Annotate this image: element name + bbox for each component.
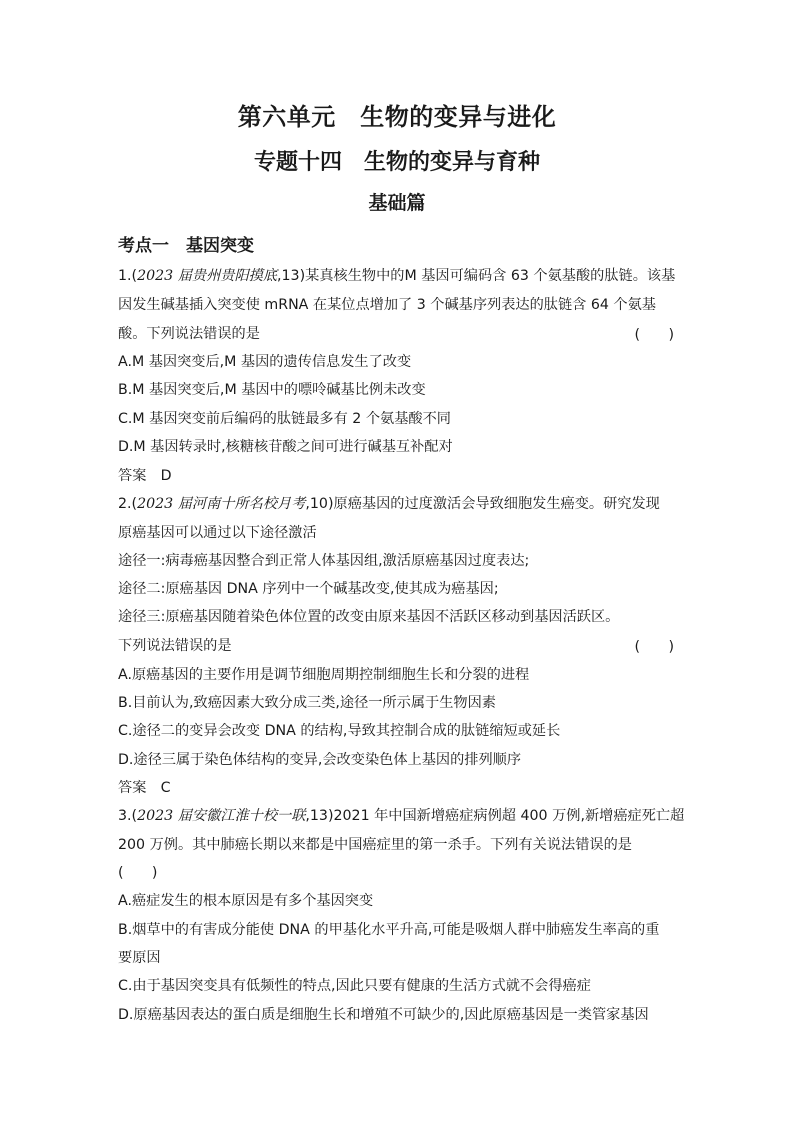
q3-stem-start: 2021 年中国新增癌症病例超 400 万例,新增癌症死亡超 <box>333 808 685 824</box>
q2-option-a: A.原癌基因的主要作用是调节细胞周期控制细胞生长和分裂的进程 <box>118 667 530 683</box>
q3-option-b-line2: 要原因 <box>118 950 161 966</box>
q3-line1 <box>118 806 685 826</box>
q2-stem: 下列说法错误的是 <box>118 638 232 654</box>
q2-source: 2023 届河南十所名校月考 <box>137 496 306 512</box>
q1-answer: 答案 D <box>118 468 172 484</box>
q2-option-b: B.目前认为,致癌因素大致分成三类,途径一所示属于生物因素 <box>118 695 496 711</box>
q2-path1: 途径一:病毒癌基因整合到正常人体基因组,激活原癌基因过度表达; <box>118 553 530 569</box>
level-title: 基础篇 <box>368 192 426 214</box>
q3-option-c: C.由于基因突变具有低频性的特点,因此只要有健康的生活方式就不会得癌症 <box>118 978 591 994</box>
q1-number-tail: ,13) <box>277 268 306 284</box>
q3-option-a: A.癌症发生的根本原因是有多个基因突变 <box>118 893 374 909</box>
q3-line3: ( ) <box>118 865 158 881</box>
q1-line3: 酸。下列说法错误的是 <box>118 326 260 342</box>
q2-option-c: C.途径二的变异会改变 DNA 的结构,导致其控制合成的肽链缩短或延长 <box>118 723 561 739</box>
q3-number-tail: ,13) <box>305 808 334 824</box>
q3-option-b-line1: B.烟草中的有害成分能使 DNA 的甲基化水平升高,可能是吸烟人群中肺癌发生率高的重 <box>118 922 660 938</box>
q2-path2: 途径二:原癌基因 DNA 序列中一个碱基改变,使其成为癌基因; <box>118 581 499 597</box>
q1-line2: 因发生碱基插入突变使 mRNA 在某位点增加了 3 个碱基序列表达的肽链含 64 个氨基 <box>118 297 656 313</box>
q2-line2: 原癌基因可以通过以下途径激活 <box>118 525 317 541</box>
q3-number: 3.( <box>118 808 138 824</box>
q2-option-d: D.途径三属于染色体结构的变异,会改变染色体上基因的排列顺序 <box>118 752 522 768</box>
q3-source: 2023 届安徽江淮十校一联 <box>137 808 306 824</box>
topic-title: 专题十四 生物的变异与育种 <box>253 150 540 175</box>
q2-number: 2.( <box>118 496 138 512</box>
q2-answer-paren: ( ) <box>634 639 674 655</box>
q1-number: 1.( <box>118 268 138 284</box>
q2-number-tail: ,10) <box>305 496 334 512</box>
unit-title: 第六单元 生物的变异与进化 <box>237 103 557 131</box>
q1-option-a: A.M 基因突变后,M 基因的遗传信息发生了改变 <box>118 354 412 370</box>
q2-answer: 答案 C <box>118 780 171 796</box>
section-title: 考点一 基因突变 <box>118 236 254 256</box>
q1-line1 <box>118 266 678 286</box>
q2-line1 <box>118 494 678 514</box>
q2-path3: 途径三:原癌基因随着染色体位置的改变由原来基因不活跃区移动到基因活跃区。 <box>118 609 620 625</box>
q3-line2: 200 万例。其中肺癌长期以来都是中国癌症里的第一杀手。下列有关说法错误的是 <box>118 837 632 853</box>
q3-option-d: D.原癌基因表达的蛋白质是细胞生长和增殖不可缺少的,因此原癌基因是一类管家基因 <box>118 1007 649 1023</box>
q1-answer-paren: ( ) <box>634 327 674 343</box>
q1-option-c: C.M 基因突变前后编码的肽链最多有 2 个氨基酸不同 <box>118 411 451 427</box>
q1-option-b: B.M 基因突变后,M 基因中的嘌呤碱基比例未改变 <box>118 382 426 398</box>
q1-source: 2023 届贵州贵阳摸底 <box>137 268 278 284</box>
q1-stem-start: 某真核生物中的M 基因可编码含 63 个氨基酸的肽链。该基 <box>305 268 676 284</box>
q1-option-d: D.M 基因转录时,核糖核苷酸之间可进行碱基互补配对 <box>118 439 453 455</box>
q2-stem-start: 原癌基因的过度激活会导致细胞发生癌变。研究发现 <box>333 496 660 512</box>
